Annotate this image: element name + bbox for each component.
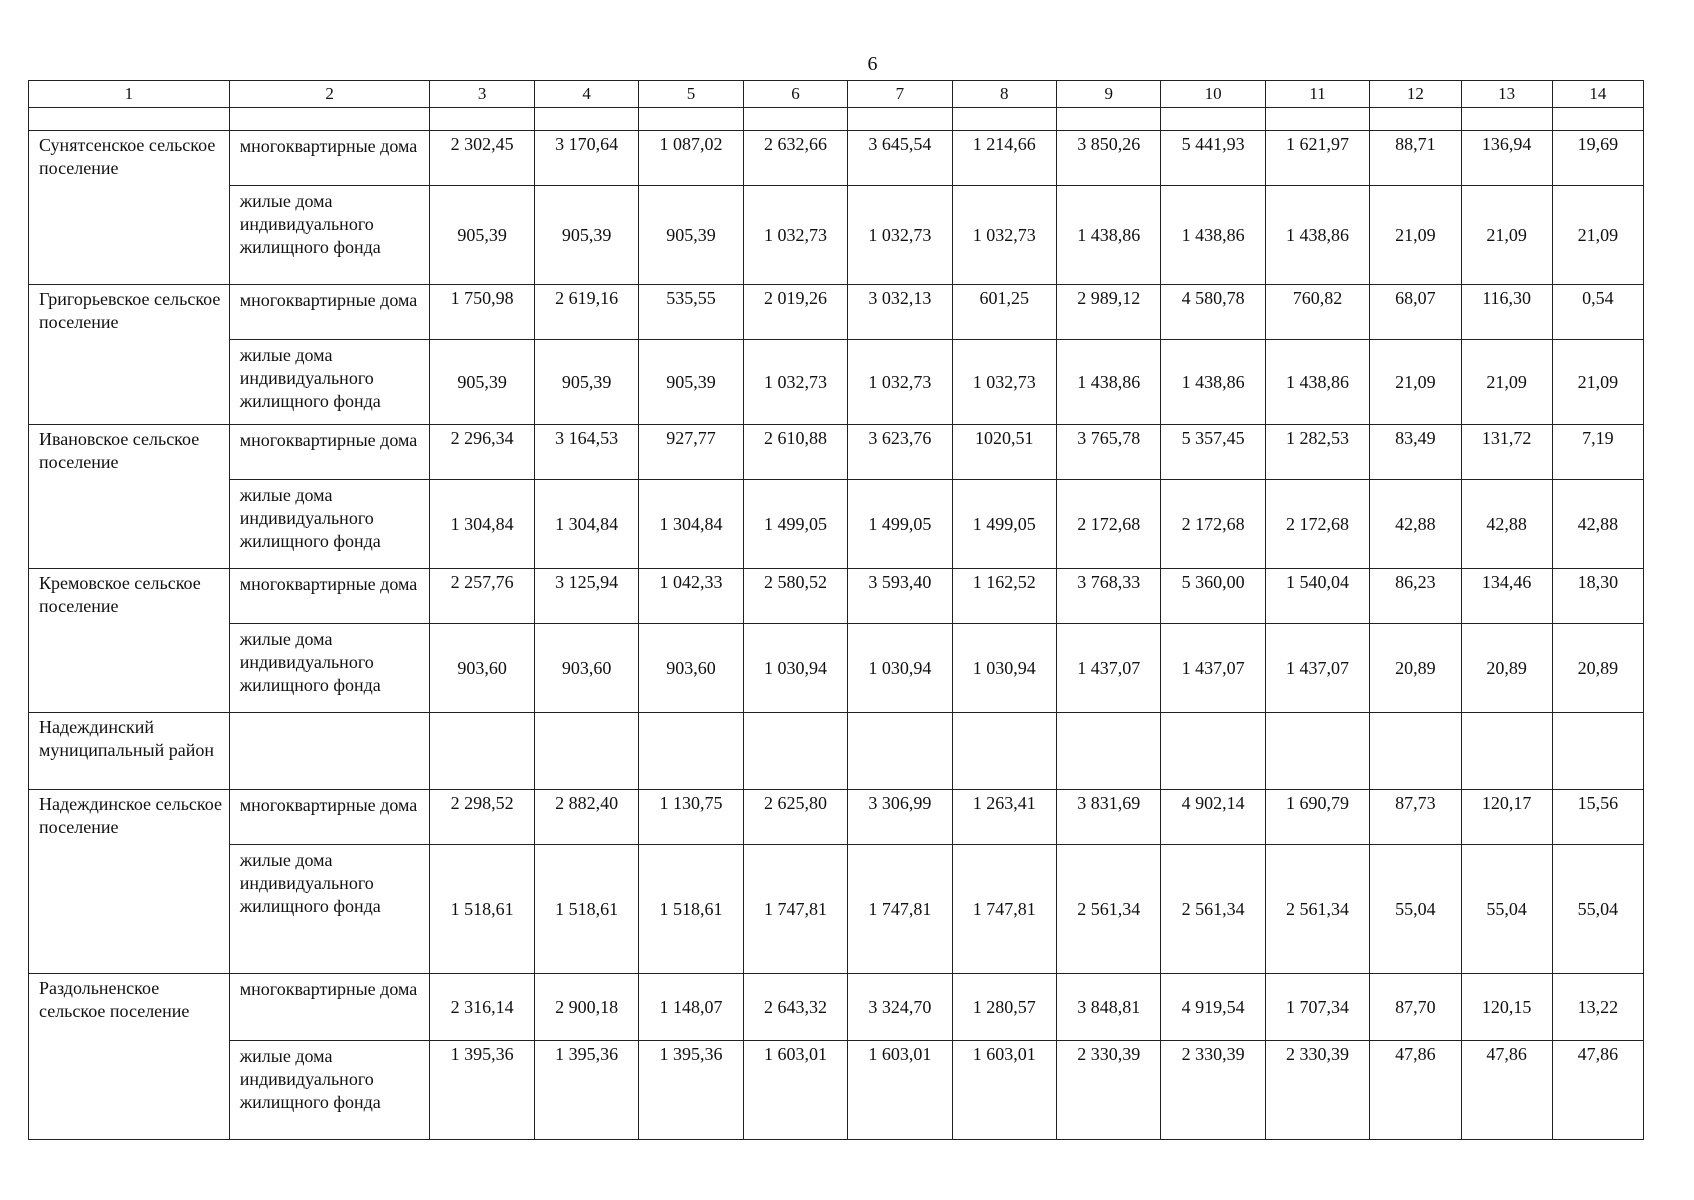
settlement-name-cell: Григорьевское сельское поселение xyxy=(29,285,230,425)
value-cell xyxy=(848,713,952,790)
value-cell: 2 302,45 xyxy=(430,131,534,186)
value-cell: 1020,51 xyxy=(952,425,1056,480)
value-cell xyxy=(639,713,743,790)
value-cell: 1 032,73 xyxy=(952,186,1056,285)
value-cell: 13,22 xyxy=(1552,974,1643,1041)
spacer-row xyxy=(29,108,1644,131)
value-cell: 2 561,34 xyxy=(1057,845,1161,974)
value-cell: 42,88 xyxy=(1552,480,1643,569)
value-cell: 903,60 xyxy=(639,624,743,713)
value-cell: 1 518,61 xyxy=(534,845,638,974)
value-cell: 1 130,75 xyxy=(639,790,743,845)
value-cell: 2 632,66 xyxy=(743,131,847,186)
value-cell: 55,04 xyxy=(1552,845,1643,974)
value-cell: 116,30 xyxy=(1461,285,1552,340)
column-header: 8 xyxy=(952,81,1056,108)
value-cell: 1 603,01 xyxy=(952,1041,1056,1140)
value-cell: 2 619,16 xyxy=(534,285,638,340)
column-header: 4 xyxy=(534,81,638,108)
column-header: 11 xyxy=(1265,81,1369,108)
value-cell: 1 395,36 xyxy=(430,1041,534,1140)
column-header: 5 xyxy=(639,81,743,108)
settlement-name-cell: Надеждинское сельское поселение xyxy=(29,790,230,974)
value-cell: 3 125,94 xyxy=(534,569,638,624)
value-cell: 19,69 xyxy=(1552,131,1643,186)
value-cell: 1 747,81 xyxy=(952,845,1056,974)
housing-type-cell xyxy=(229,713,430,790)
value-cell: 1 499,05 xyxy=(848,480,952,569)
value-cell: 5 441,93 xyxy=(1161,131,1265,186)
value-cell: 3 768,33 xyxy=(1057,569,1161,624)
housing-type-cell: жилые дома индивидуального жилищного фонда xyxy=(229,340,430,425)
value-cell: 905,39 xyxy=(430,340,534,425)
value-cell: 20,89 xyxy=(1461,624,1552,713)
value-cell: 5 357,45 xyxy=(1161,425,1265,480)
value-cell: 20,89 xyxy=(1370,624,1461,713)
column-header: 2 xyxy=(229,81,430,108)
value-cell: 1 304,84 xyxy=(639,480,743,569)
housing-type-cell: многоквартирные дома xyxy=(229,569,430,624)
value-cell: 3 623,76 xyxy=(848,425,952,480)
value-cell: 1 032,73 xyxy=(848,186,952,285)
value-cell: 21,09 xyxy=(1370,340,1461,425)
table-row xyxy=(29,974,1644,1041)
value-cell: 1 518,61 xyxy=(639,845,743,974)
value-cell: 1 437,07 xyxy=(1057,624,1161,713)
value-cell: 2 580,52 xyxy=(743,569,847,624)
value-cell xyxy=(534,713,638,790)
value-cell: 1 747,81 xyxy=(848,845,952,974)
value-cell: 3 765,78 xyxy=(1057,425,1161,480)
column-header: 9 xyxy=(1057,81,1161,108)
table-row xyxy=(29,845,1644,974)
value-cell: 134,46 xyxy=(1461,569,1552,624)
value-cell: 1 032,73 xyxy=(952,340,1056,425)
value-cell: 903,60 xyxy=(430,624,534,713)
value-cell: 42,88 xyxy=(1370,480,1461,569)
value-cell: 2 316,14 xyxy=(430,974,534,1041)
housing-type-cell: многоквартирные дома xyxy=(229,285,430,340)
value-cell: 1 032,73 xyxy=(743,340,847,425)
value-cell: 1 280,57 xyxy=(952,974,1056,1041)
housing-type-cell: жилые дома индивидуального жилищного фонда xyxy=(229,845,430,974)
value-cell: 1 042,33 xyxy=(639,569,743,624)
value-cell: 2 298,52 xyxy=(430,790,534,845)
value-cell: 5 360,00 xyxy=(1161,569,1265,624)
value-cell: 1 148,07 xyxy=(639,974,743,1041)
value-cell: 2 625,80 xyxy=(743,790,847,845)
page-number: 6 xyxy=(867,53,878,75)
value-cell: 2 643,32 xyxy=(743,974,847,1041)
value-cell: 83,49 xyxy=(1370,425,1461,480)
housing-type-cell: многоквартирные дома xyxy=(229,425,430,480)
column-header: 6 xyxy=(743,81,847,108)
value-cell: 136,94 xyxy=(1461,131,1552,186)
value-cell: 120,17 xyxy=(1461,790,1552,845)
value-cell: 68,07 xyxy=(1370,285,1461,340)
value-cell xyxy=(743,713,847,790)
value-cell: 1 438,86 xyxy=(1057,186,1161,285)
value-cell: 2 330,39 xyxy=(1265,1041,1369,1140)
value-cell: 1 162,52 xyxy=(952,569,1056,624)
value-cell: 4 919,54 xyxy=(1161,974,1265,1041)
settlement-name-cell: Сунятсенское сельское поселение xyxy=(29,131,230,285)
value-cell: 2 172,68 xyxy=(1161,480,1265,569)
table-row xyxy=(29,425,1644,480)
value-cell: 15,56 xyxy=(1552,790,1643,845)
value-cell: 88,71 xyxy=(1370,131,1461,186)
value-cell: 55,04 xyxy=(1370,845,1461,974)
value-cell xyxy=(1057,713,1161,790)
value-cell: 3 831,69 xyxy=(1057,790,1161,845)
value-cell: 4 580,78 xyxy=(1161,285,1265,340)
housing-type-cell: жилые дома индивидуального жилищного фонда xyxy=(229,480,430,569)
value-cell: 0,54 xyxy=(1552,285,1643,340)
value-cell: 1 499,05 xyxy=(743,480,847,569)
housing-type-cell: жилые дома индивидуального жилищного фонда xyxy=(229,186,430,285)
value-cell xyxy=(1161,713,1265,790)
value-cell: 2 296,34 xyxy=(430,425,534,480)
value-cell: 760,82 xyxy=(1265,285,1369,340)
value-cell: 3 850,26 xyxy=(1057,131,1161,186)
value-cell: 21,09 xyxy=(1552,340,1643,425)
value-cell: 55,04 xyxy=(1461,845,1552,974)
value-cell: 1 304,84 xyxy=(430,480,534,569)
settlement-name-cell: Раздольненское сельское поселение xyxy=(29,974,230,1140)
column-header: 10 xyxy=(1161,81,1265,108)
table-row xyxy=(29,480,1644,569)
table-row xyxy=(29,569,1644,624)
value-cell: 3 164,53 xyxy=(534,425,638,480)
column-header: 7 xyxy=(848,81,952,108)
value-cell xyxy=(1265,713,1369,790)
table-row xyxy=(29,1041,1644,1140)
housing-type-cell: многоквартирные дома xyxy=(229,974,430,1041)
value-cell: 2 610,88 xyxy=(743,425,847,480)
value-cell: 1 438,86 xyxy=(1057,340,1161,425)
value-cell: 3 324,70 xyxy=(848,974,952,1041)
column-header: 13 xyxy=(1461,81,1552,108)
value-cell xyxy=(1461,713,1552,790)
value-cell: 2 330,39 xyxy=(1057,1041,1161,1140)
housing-type-cell: жилые дома индивидуального жилищного фонда xyxy=(229,624,430,713)
value-cell: 1 087,02 xyxy=(639,131,743,186)
value-cell: 21,09 xyxy=(1552,186,1643,285)
value-cell: 1 438,86 xyxy=(1265,340,1369,425)
value-cell: 1 438,86 xyxy=(1161,340,1265,425)
value-cell: 2 882,40 xyxy=(534,790,638,845)
value-cell: 86,23 xyxy=(1370,569,1461,624)
value-cell: 47,86 xyxy=(1370,1041,1461,1140)
value-cell: 3 593,40 xyxy=(848,569,952,624)
value-cell: 2 172,68 xyxy=(1057,480,1161,569)
value-cell: 3 032,13 xyxy=(848,285,952,340)
table-row xyxy=(29,790,1644,845)
value-cell: 1 214,66 xyxy=(952,131,1056,186)
housing-type-cell: многоквартирные дома xyxy=(229,790,430,845)
value-cell: 1 603,01 xyxy=(848,1041,952,1140)
value-cell: 1 030,94 xyxy=(952,624,1056,713)
column-header: 3 xyxy=(430,81,534,108)
value-cell: 1 032,73 xyxy=(848,340,952,425)
tariff-table xyxy=(28,80,1644,1140)
value-cell: 2 019,26 xyxy=(743,285,847,340)
housing-type-cell: жилые дома индивидуального жилищного фонда xyxy=(229,1041,430,1140)
value-cell: 1 282,53 xyxy=(1265,425,1369,480)
value-cell: 18,30 xyxy=(1552,569,1643,624)
value-cell: 1 747,81 xyxy=(743,845,847,974)
value-cell: 2 172,68 xyxy=(1265,480,1369,569)
value-cell: 1 395,36 xyxy=(639,1041,743,1140)
value-cell: 20,89 xyxy=(1552,624,1643,713)
table-row xyxy=(29,624,1644,713)
value-cell xyxy=(430,713,534,790)
value-cell: 903,60 xyxy=(534,624,638,713)
value-cell: 21,09 xyxy=(1461,340,1552,425)
value-cell: 47,86 xyxy=(1461,1041,1552,1140)
column-header: 12 xyxy=(1370,81,1461,108)
value-cell: 927,77 xyxy=(639,425,743,480)
value-cell: 1 540,04 xyxy=(1265,569,1369,624)
value-cell: 47,86 xyxy=(1552,1041,1643,1140)
value-cell: 905,39 xyxy=(639,186,743,285)
settlement-name-cell: Надеждинский муниципальный район xyxy=(29,713,230,790)
value-cell: 21,09 xyxy=(1461,186,1552,285)
value-cell: 1 690,79 xyxy=(1265,790,1369,845)
table-row xyxy=(29,340,1644,425)
value-cell: 1 030,94 xyxy=(848,624,952,713)
value-cell: 1 707,34 xyxy=(1265,974,1369,1041)
settlement-name-cell: Кремовское сельское поселение xyxy=(29,569,230,713)
value-cell: 1 750,98 xyxy=(430,285,534,340)
value-cell: 131,72 xyxy=(1461,425,1552,480)
value-cell: 3 848,81 xyxy=(1057,974,1161,1041)
value-cell: 2 257,76 xyxy=(430,569,534,624)
value-cell: 1 032,73 xyxy=(743,186,847,285)
value-cell: 1 438,86 xyxy=(1265,186,1369,285)
value-cell: 2 330,39 xyxy=(1161,1041,1265,1140)
value-cell: 2 561,34 xyxy=(1161,845,1265,974)
value-cell: 87,73 xyxy=(1370,790,1461,845)
value-cell: 2 900,18 xyxy=(534,974,638,1041)
column-number-row xyxy=(29,81,1644,108)
table-row xyxy=(29,285,1644,340)
value-cell: 2 561,34 xyxy=(1265,845,1369,974)
value-cell: 1 603,01 xyxy=(743,1041,847,1140)
value-cell: 905,39 xyxy=(534,186,638,285)
column-header: 14 xyxy=(1552,81,1643,108)
value-cell: 905,39 xyxy=(430,186,534,285)
value-cell: 1 499,05 xyxy=(952,480,1056,569)
housing-type-cell: многоквартирные дома xyxy=(229,131,430,186)
value-cell xyxy=(952,713,1056,790)
value-cell: 535,55 xyxy=(639,285,743,340)
value-cell: 2 989,12 xyxy=(1057,285,1161,340)
value-cell: 1 438,86 xyxy=(1161,186,1265,285)
value-cell xyxy=(1370,713,1461,790)
table-row xyxy=(29,186,1644,285)
table-row xyxy=(29,131,1644,186)
value-cell: 905,39 xyxy=(639,340,743,425)
value-cell: 3 645,54 xyxy=(848,131,952,186)
value-cell: 42,88 xyxy=(1461,480,1552,569)
value-cell: 1 518,61 xyxy=(430,845,534,974)
value-cell: 905,39 xyxy=(534,340,638,425)
column-header: 1 xyxy=(29,81,230,108)
value-cell: 87,70 xyxy=(1370,974,1461,1041)
value-cell: 4 902,14 xyxy=(1161,790,1265,845)
value-cell: 21,09 xyxy=(1370,186,1461,285)
value-cell: 1 030,94 xyxy=(743,624,847,713)
value-cell: 7,19 xyxy=(1552,425,1643,480)
table-row xyxy=(29,713,1644,790)
value-cell: 3 306,99 xyxy=(848,790,952,845)
value-cell: 3 170,64 xyxy=(534,131,638,186)
value-cell: 601,25 xyxy=(952,285,1056,340)
value-cell: 120,15 xyxy=(1461,974,1552,1041)
value-cell: 1 263,41 xyxy=(952,790,1056,845)
value-cell: 1 395,36 xyxy=(534,1041,638,1140)
value-cell: 1 437,07 xyxy=(1161,624,1265,713)
settlement-name-cell: Ивановское сельское поселение xyxy=(29,425,230,569)
value-cell: 1 304,84 xyxy=(534,480,638,569)
value-cell: 1 437,07 xyxy=(1265,624,1369,713)
value-cell: 1 621,97 xyxy=(1265,131,1369,186)
value-cell xyxy=(1552,713,1643,790)
